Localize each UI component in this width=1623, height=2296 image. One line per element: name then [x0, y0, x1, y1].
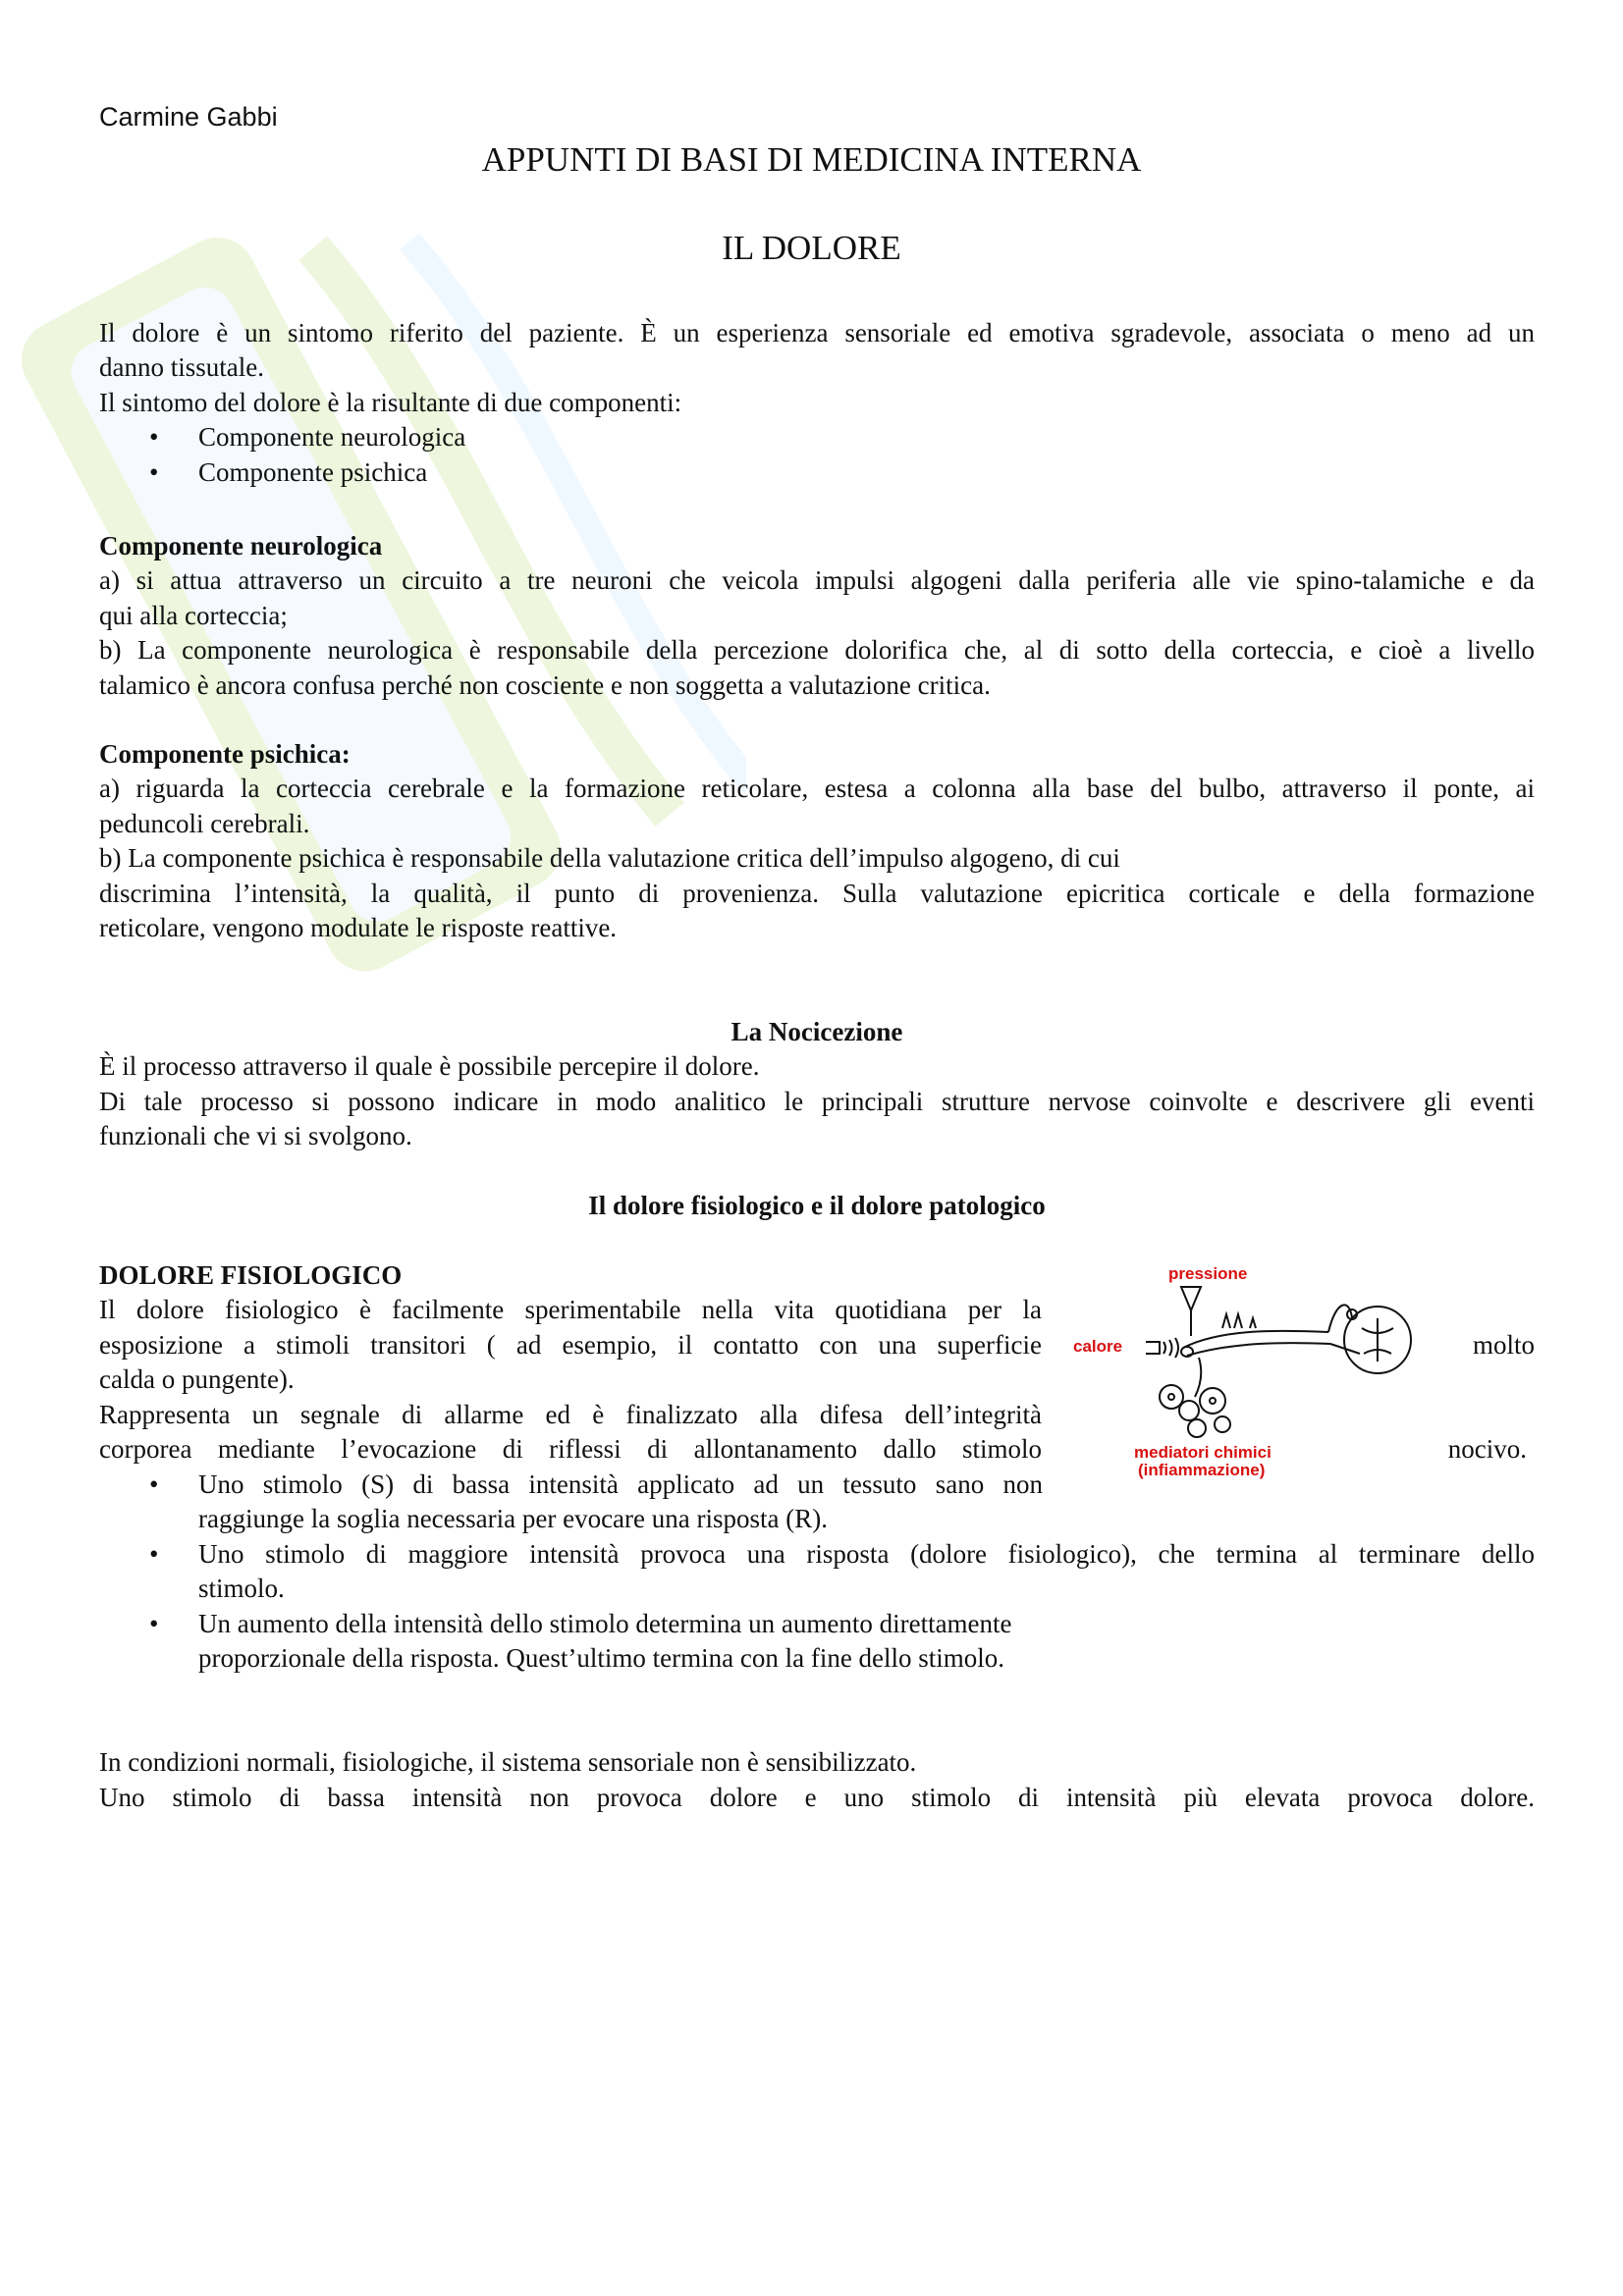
neuro-b-line-1: b) La componente neurologica è responsabile della percezione dolorifica che, al di sotto della corteccia, e cioè a livello — [99, 635, 1535, 665]
bullet-icon: • — [149, 1469, 159, 1499]
fisiologico-line-2-end: molto — [1472, 1330, 1535, 1360]
nocicezione-line-1: È il processo attraverso il quale è possibile percepire il dolore. — [99, 1051, 760, 1081]
intro-line-1: Il dolore è un sintomo riferito del paziente. È un esperienza sensoriale ed emotiva sgradevole, associata o meno ad un — [99, 318, 1535, 347]
diagram-label-pressione: pressione — [1168, 1264, 1248, 1283]
fisiologico-line-5: corporea mediante l’evocazione di riflessi di allontanamento dallo stimolo — [99, 1434, 1042, 1464]
fisiologico-bullet-1-line-1: Uno stimolo (S) di bassa intensità applicato ad un tessuto sano non — [198, 1469, 1043, 1499]
intro-line-2: danno tissutale. — [99, 352, 264, 382]
neuro-a-line-2: qui alla corteccia; — [99, 601, 288, 630]
section-heading-fisiologico-patologico: Il dolore fisiologico e il dolore patologico — [588, 1191, 1046, 1220]
document-subtitle: IL DOLORE — [722, 229, 901, 267]
nociception-diagram — [1065, 1259, 1419, 1495]
fisiologico-bullet-3-line-2: proporzionale della risposta. Quest’ultimo termina con la fine dello stimolo. — [198, 1643, 1005, 1673]
neuro-heading: Componente neurologica — [99, 531, 383, 561]
fisiologico-line-5-end: nocivo. — [1447, 1434, 1527, 1464]
bullet-icon: • — [149, 457, 159, 487]
psych-heading: Componente psichica: — [99, 739, 351, 769]
closing-line-1: In condizioni normali, fisiologiche, il sistema sensoriale non è sensibilizzato. — [99, 1747, 917, 1777]
fisiologico-bullet-1-line-2: raggiunge la soglia necessaria per evocare una risposta (R). — [198, 1504, 828, 1533]
neuro-a-line-1: a) si attua attraverso un circuito a tre neuroni che veicola impulsi algogeni dalla periferia alle vie spino-talamiche e da — [99, 565, 1535, 595]
author-name: Carmine Gabbi — [99, 102, 278, 132]
fisiologico-line-3: calda o pungente). — [99, 1364, 295, 1394]
psych-a-line-1: a) riguarda la corteccia cerebrale e la formazione reticolare, estesa a colonna alla base del bulbo, attraverso il ponte, ai — [99, 774, 1535, 803]
neuro-b-line-2: talamico è ancora confusa perché non cosciente e non soggetta a valutazione critica. — [99, 670, 991, 700]
diagram-label-mediatori: mediatori chimici — [1134, 1443, 1271, 1462]
intro-line-3: Il sintomo del dolore è la risultante di due componenti: — [99, 388, 682, 417]
bullet-icon: • — [149, 1609, 159, 1638]
diagram-label-infiammazione: (infiammazione) — [1138, 1461, 1266, 1479]
fisiologico-heading: DOLORE FISIOLOGICO — [99, 1260, 403, 1290]
nocicezione-line-3: funzionali che vi si svolgono. — [99, 1121, 412, 1150]
fisiologico-bullet-2-line-2: stimolo. — [198, 1574, 285, 1603]
nerve-drawing — [1146, 1287, 1411, 1437]
document-title: APPUNTI DI BASI DI MEDICINA INTERNA — [481, 140, 1142, 179]
closing-line-2: Uno stimolo di bassa intensità non provoca dolore e uno stimolo di intensità più elevata provoca dolore. — [99, 1783, 1535, 1812]
intro-bullet-psichica: Componente psichica — [198, 457, 428, 487]
fisiologico-bullet-2-line-1: Uno stimolo di maggiore intensità provoca una risposta (dolore fisiologico), che termina al terminare dello — [198, 1539, 1535, 1569]
bullet-icon: • — [149, 1539, 159, 1569]
fisiologico-line-1: Il dolore fisiologico è facilmente sperimentabile nella vita quotidiana per la — [99, 1295, 1042, 1324]
psych-a-line-2: peduncoli cerebrali. — [99, 809, 310, 838]
psych-b-line-1: b) La componente psichica è responsabile della valutazione critica dell’impulso algogeno, di cui — [99, 843, 1120, 873]
nocicezione-line-2: Di tale processo si possono indicare in modo analitico le principali strutture nervose coinvolte e descrivere gli eventi — [99, 1087, 1535, 1116]
bullet-icon: • — [149, 422, 159, 452]
fisiologico-line-4: Rappresenta un segnale di allarme ed è finalizzato alla difesa dell’integrità — [99, 1400, 1042, 1429]
fisiologico-line-2: esposizione a stimoli transitori ( ad esempio, il contatto con una superficie — [99, 1330, 1042, 1360]
intro-bullet-neurologica: Componente neurologica — [198, 422, 466, 452]
diagram-label-calore: calore — [1073, 1337, 1123, 1356]
nocicezione-heading: La Nocicezione — [730, 1017, 903, 1046]
psych-b-line-3: reticolare, vengono modulate le risposte reattive. — [99, 913, 618, 942]
psych-b-line-2: discrimina l’intensità, la qualità, il punto di provenienza. Sulla valutazione epicritica corticale e della formazione — [99, 879, 1535, 908]
fisiologico-bullet-3-line-1: Un aumento della intensità dello stimolo determina un aumento direttamente — [198, 1609, 1012, 1638]
